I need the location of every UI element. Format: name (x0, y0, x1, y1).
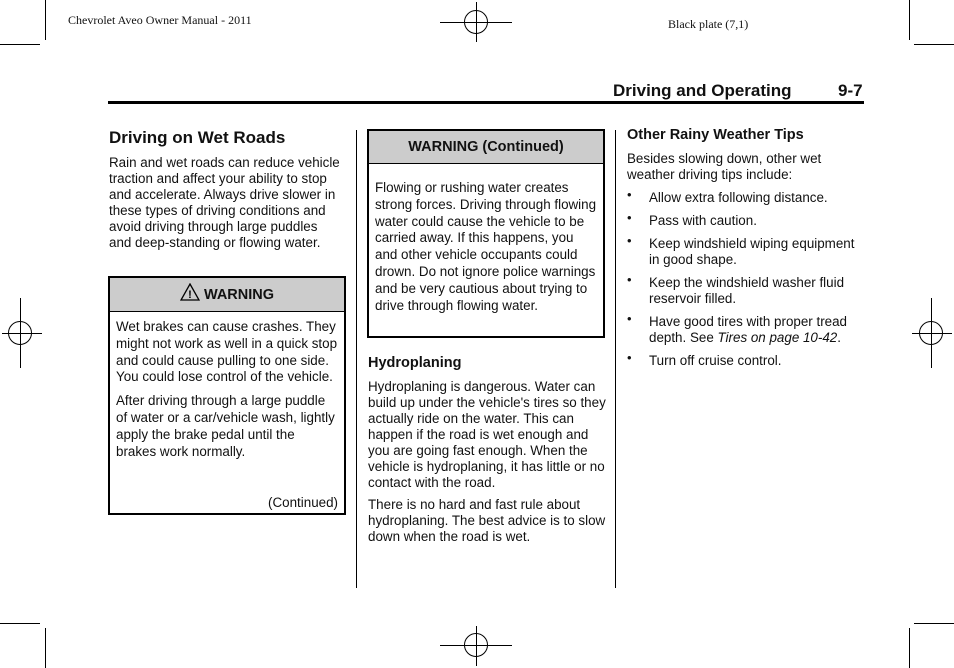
warning-icon-mark: ! (188, 289, 192, 301)
column-divider (615, 130, 616, 588)
warning-header (110, 278, 344, 312)
crop-mark (45, 628, 46, 668)
list-item: • Turn off cruise control. (627, 350, 782, 368)
tips-intro (627, 151, 857, 191)
warning-triangle-icon (180, 283, 200, 301)
body-text: Hydroplaning is dangerous. Water can build up under the vehicle's tires so they actually ride on the water. This can happen if the road is wet enough and you are going fast enough. When the vehicle is hydroplaning, it has little or no contact with the road. (368, 379, 606, 490)
warning-label: WARNING (Continued) (408, 139, 564, 155)
warning-paragraph: After driving through a large puddle of water or a car/vehicle wash, lightly apply the brake pedal until the brakes work normally. (116, 393, 335, 459)
crop-mark (0, 623, 40, 624)
crop-mark (45, 0, 46, 40)
bullet-glyph: • (627, 233, 632, 248)
bullet-glyph: • (627, 187, 632, 202)
list-item: • Keep the windshield washer fluid reservoir filled. (627, 272, 845, 306)
registration-mark (8, 321, 32, 345)
section-heading: Driving on Wet Roads (109, 128, 286, 147)
body-text: There is no hard and fast rule about hydroplaning. The best advice is to slow down when the road is wet. (368, 497, 606, 544)
section-title: Driving and Operating (613, 81, 792, 100)
page-number: 9-7 (838, 81, 863, 100)
bullet-glyph: • (627, 350, 632, 365)
list-item: • Keep windshield wiping equipment in good shape. (627, 233, 855, 267)
warning-paragraph: Flowing or rushing water creates strong forces. Driving through flowing water could cause the vehicle to be carried away. If this happens, you and other vehicle occupants could drown. Do not ignore police warnings and be very cautious about trying to drive through flowing water. (375, 180, 597, 313)
warning-body (110, 312, 344, 460)
list-item: • Pass with caution. (627, 210, 757, 228)
crop-mark (909, 628, 910, 668)
tips-list (627, 187, 867, 376)
warning-body (369, 164, 603, 314)
list-item: • Allow extra following distance. (627, 187, 828, 205)
registration-mark (464, 10, 488, 34)
warning-box (108, 276, 346, 515)
bullet-glyph: • (627, 311, 632, 326)
body-text: Besides slowing down, other wet weather driving tips include: (627, 151, 822, 182)
plate-label: Black plate (7,1) (668, 17, 749, 31)
warning-continued-box (367, 129, 605, 338)
bullet-glyph: • (627, 210, 632, 225)
warning-label: WARNING (203, 287, 275, 303)
registration-mark (464, 633, 488, 657)
subsection-heading: Hydroplaning (368, 355, 462, 371)
warning-paragraph: Wet brakes can cause crashes. They might not work as well in a quick stop and could cause pulling to one side. You could lose control of the vehicle. (116, 319, 338, 385)
manual-title: Chevrolet Aveo Owner Manual - 2011 (68, 13, 252, 27)
crop-mark (914, 623, 954, 624)
crop-mark (909, 0, 910, 40)
warning-header (369, 131, 603, 164)
bullet-glyph: • (627, 272, 632, 287)
header-rule (108, 101, 864, 104)
cross-reference-link[interactable]: Tires on page 10-42 (717, 330, 838, 345)
body-text: Rain and wet roads can reduce vehicle traction and affect your ability to stop and accelerate. Always drive slower in these types of driving conditions and avoid driving through large puddles and deep-standing or flowing water. (109, 155, 340, 250)
continued-label: (Continued) (268, 495, 338, 510)
crop-mark (914, 44, 954, 45)
hydroplaning-text (368, 379, 608, 553)
column-divider (356, 130, 357, 588)
intro-paragraph (109, 155, 341, 259)
list-item: • Have good tires with proper tread depth. See Tires on page 10-42. (627, 311, 847, 345)
subsection-heading: Other Rainy Weather Tips (627, 127, 804, 143)
crop-mark (0, 44, 40, 45)
registration-mark (919, 321, 943, 345)
